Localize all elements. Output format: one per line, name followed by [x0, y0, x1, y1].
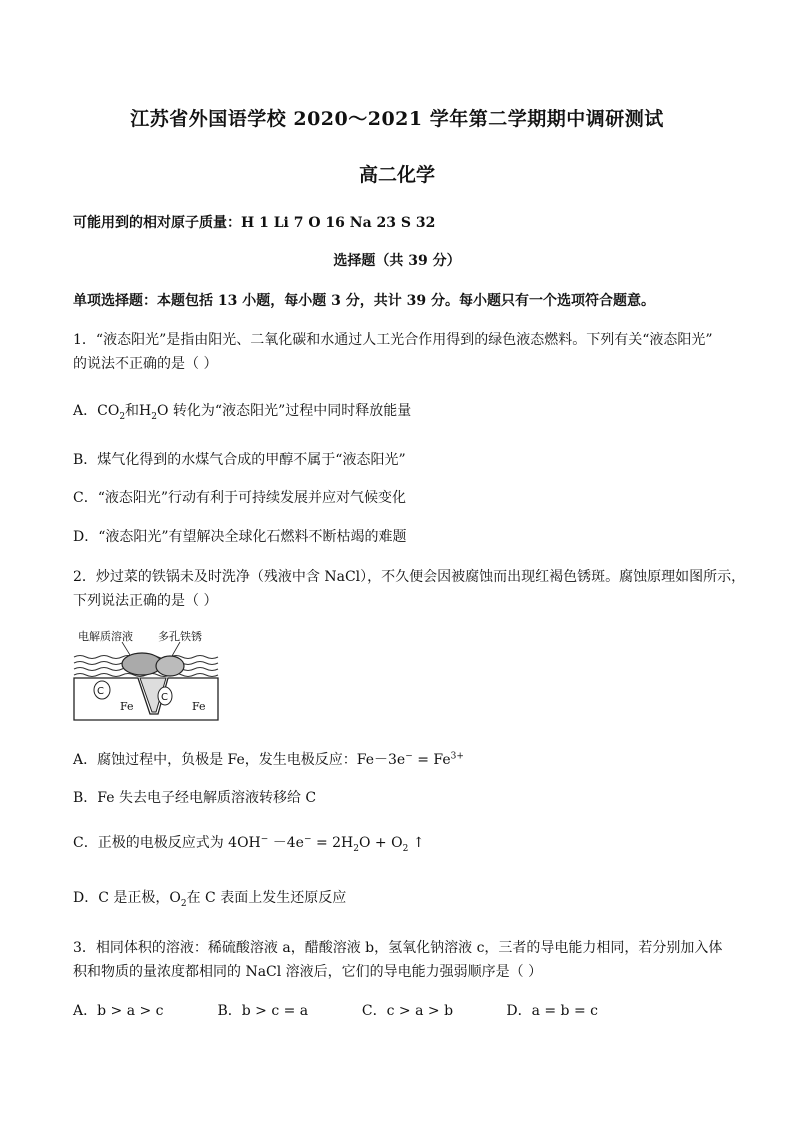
q2-c-part: O + O: [359, 835, 403, 851]
q1-a-sub: 2: [151, 411, 157, 422]
q3-option-c: C．c > a > b: [361, 1003, 454, 1019]
leader-line: [172, 642, 180, 656]
q2-option-b: B．Fe 失去电子经电解质溶液转移给 C: [73, 790, 317, 806]
q2-option-c: [73, 832, 425, 854]
q1-a-part: O 转化为“液态阳光”过程中同时释放能量: [157, 403, 412, 419]
q1-option-c: C．“液态阳光”行动有利于可持续发展并应对气候变化: [73, 490, 407, 506]
corrosion-diagram: [72, 628, 220, 722]
q2-c-sup: −: [260, 834, 269, 845]
q2-d-part: 在 C 表面上发生还原反应: [186, 890, 347, 906]
q1-a-sub: 2: [119, 411, 126, 422]
q2-d-sub: 2: [180, 898, 187, 909]
q2-option-d: [73, 887, 346, 909]
label-carbon-1: C: [97, 686, 104, 697]
q1-option-a: [73, 400, 411, 422]
q2-stem-line2: 下列说法正确的是（ ）: [73, 593, 218, 609]
label-electrolyte: 电解质溶液: [78, 630, 133, 643]
q2-c-part: = 2H: [311, 835, 354, 851]
q3-stem-line2: 积和物质的量浓度都相同的 NaCl 溶液后，它们的导电能力强弱顺序是（ ）: [73, 964, 543, 980]
q2-d-part: D．C 是正极，O: [73, 890, 181, 906]
q2-c-sup: −: [303, 834, 312, 845]
q1-stem-line2: 的说法不正确的是（ ）: [73, 356, 218, 372]
rust-blob: [156, 656, 184, 676]
q2-stem-line1: 2．炒过菜的铁锅未及时洗净（残液中含 NaCl），不久便会因被腐蚀而出现红褐色锈斑。腐蚀原理如图所示，: [73, 569, 746, 585]
label-iron-2: Fe: [192, 700, 206, 713]
section-title: 选择题（共 39 分）: [333, 253, 461, 269]
section-instructions: 单项选择题：本题包括 13 小题，每小题 3 分，共计 39 分。每小题只有一个选项符合题意。: [73, 293, 655, 309]
exam-title: 江苏省外国语学校 2020～2021 学年第二学期期中调研测试: [130, 108, 664, 130]
q2-c-sub: 2: [353, 843, 359, 854]
q2-a-sup: 3+: [450, 751, 464, 762]
q2-a-sup: −: [405, 751, 413, 762]
q2-c-sub: 2: [402, 843, 409, 854]
label-iron-1: Fe: [120, 700, 134, 713]
q2-a-part: = Fe: [412, 752, 451, 768]
q2-c-part: －4e: [268, 835, 304, 851]
q3-option-d: D．a = b = c: [506, 1003, 598, 1019]
q3-option-b: B．b > c = a: [217, 1003, 309, 1019]
q2-c-part: C．正极的电极反应式为 4OH: [73, 835, 261, 851]
q1-option-b: B．煤气化得到的水煤气合成的甲醇不属于“液态阳光”: [73, 452, 406, 468]
q1-option-d: D．“液态阳光”有望解决全球化石燃料不断枯竭的难题: [73, 529, 407, 545]
q2-option-a: [73, 749, 464, 769]
label-carbon-2: C: [161, 692, 168, 703]
leader-line: [122, 642, 130, 655]
q3-option-a: A．b > a > c: [73, 1003, 164, 1019]
q2-a-part: A．腐蚀过程中，负极是 Fe，发生电极反应：Fe－3e: [73, 752, 406, 768]
label-rust: 多孔铁锈: [158, 630, 202, 643]
q2-c-part: ↑: [408, 835, 425, 851]
q1-stem-line1: 1．“液态阳光”是指由阳光、二氧化碳和水通过人工光合作用得到的绿色液态燃料。下列有关“液态阳光”: [73, 332, 713, 348]
exam-subject: 高二化学: [358, 164, 435, 186]
atomic-masses: 可能用到的相对原子质量：H 1 Li 7 O 16 Na 23 S 32: [73, 215, 436, 231]
q3-stem-line1: 3．相同体积的溶液：稀硫酸溶液 a，醋酸溶液 b，氢氧化钠溶液 c，三者的导电能力相同，若分别加入体: [73, 940, 723, 956]
q1-a-part: 和H: [125, 403, 152, 419]
q1-a-part: A．CO: [73, 403, 120, 419]
q3-options: [73, 1000, 713, 1020]
